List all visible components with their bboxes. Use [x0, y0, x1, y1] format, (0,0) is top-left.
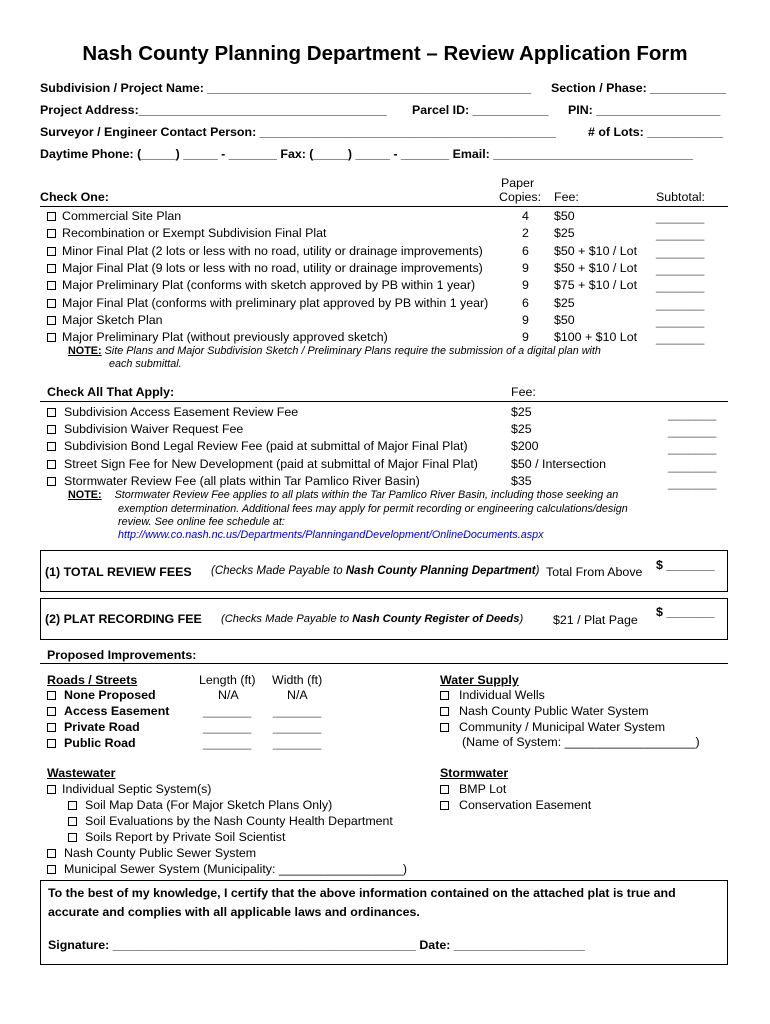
- option-label: Conservation Easement: [459, 798, 592, 812]
- water-option[interactable]: [440, 720, 665, 734]
- checkbox[interactable]: [440, 723, 449, 732]
- subtotal-field[interactable]: _______: [656, 296, 705, 311]
- fee-amount: $25: [511, 422, 532, 437]
- paper-copies: 9: [522, 312, 529, 327]
- stormwater-option[interactable]: [440, 782, 506, 796]
- section-divider: [40, 663, 728, 664]
- checkbox[interactable]: [47, 333, 56, 342]
- roads-streets-label: Roads / Streets: [47, 673, 138, 687]
- septic-sub-option[interactable]: [68, 830, 285, 844]
- contact-person-field[interactable]: Surveyor / Engineer Contact Person: ___________________________________________: [40, 125, 556, 139]
- plat-payable-note: (Checks Made Payable to Nash County Register of Deeds): [221, 613, 524, 625]
- checkbox[interactable]: [47, 785, 56, 794]
- fee-amount: $200: [511, 439, 539, 454]
- width-field[interactable]: _______: [273, 720, 322, 734]
- checkbox[interactable]: [47, 707, 56, 716]
- subtotal-field[interactable]: _______: [668, 407, 717, 421]
- option-label: Soil Map Data (For Major Sketch Plans Only): [85, 798, 333, 812]
- checkbox[interactable]: [68, 801, 77, 810]
- water-supply-label: Water Supply: [440, 673, 519, 687]
- option-label: Subdivision Bond Legal Review Fee (paid at submittal of Major Final Plat): [64, 439, 468, 454]
- option-label: Access Easement: [64, 704, 170, 718]
- plat-page-fee: $21 / Plat Page: [553, 613, 638, 627]
- subtotal-field[interactable]: _______: [668, 441, 717, 456]
- section-divider: [40, 206, 728, 207]
- review-type-option[interactable]: [47, 244, 483, 258]
- checkbox[interactable]: [440, 707, 449, 716]
- option-label: Subdivision Waiver Request Fee: [64, 422, 244, 437]
- paper-copies-label: Paper Copies:: [499, 176, 542, 204]
- paper-copies: 2: [522, 226, 529, 241]
- fee-schedule-link[interactable]: http://www.co.nash.nc.us/Departments/PlanningandDevelopment/OnlineDocuments.aspx: [118, 529, 544, 541]
- checkbox[interactable]: [68, 833, 77, 842]
- paper-copies: 6: [522, 243, 529, 258]
- phone-fax-email-field[interactable]: Daytime Phone: (_____) _____ - _______ Fax: (_____) _____ - _______ Email: _____________________________: [40, 147, 694, 161]
- fee-amount: $25: [554, 295, 575, 310]
- subtotal-field[interactable]: _______: [656, 261, 705, 276]
- page-title: Nash County Planning Department – Review Application Form: [82, 42, 688, 65]
- subtotal-field[interactable]: _______: [656, 331, 705, 346]
- septic-sub-option[interactable]: [68, 798, 332, 812]
- septic-sub-option[interactable]: [68, 814, 393, 828]
- water-system-name-field[interactable]: (Name of System: ___________________): [462, 735, 700, 749]
- plat-recording-fee-label: (2) PLAT RECORDING FEE: [45, 612, 202, 626]
- paper-copies: 9: [522, 260, 529, 275]
- road-option[interactable]: [47, 704, 169, 718]
- option-label: Individual Wells: [459, 688, 545, 702]
- note-stormwater: NOTE: Stormwater Review Fee applies to all plats within the Tar Pamlico River Basin, including those seeking an: [68, 489, 619, 501]
- proposed-improvements-label: Proposed Improvements:: [47, 648, 197, 662]
- length-field[interactable]: _______: [203, 704, 252, 718]
- option-label: BMP Lot: [459, 782, 507, 796]
- checkbox[interactable]: [47, 247, 56, 256]
- road-option[interactable]: [47, 720, 140, 734]
- option-label: Major Preliminary Plat (conforms with sketch approved by PB within 1 year): [62, 278, 476, 293]
- option-label: Private Road: [64, 720, 140, 734]
- note-digital-plan: NOTE: Site Plans and Major Subdivision Sketch / Preliminary Plans require the submission of a digital plan with: [68, 345, 601, 357]
- checkbox[interactable]: [47, 299, 56, 308]
- water-option[interactable]: [440, 704, 649, 718]
- parcel-id-field[interactable]: Parcel ID: ___________: [412, 103, 549, 117]
- checkbox[interactable]: [47, 425, 56, 434]
- total-payable-note: (Checks Made Payable to Nash County Planning Department): [211, 565, 540, 577]
- option-label: Street Sign Fee for New Development (paid at submittal of Major Final Plat): [64, 456, 478, 471]
- fee-header: Fee:: [554, 190, 579, 204]
- pin-field[interactable]: PIN: __________________: [568, 103, 721, 117]
- sewer-option[interactable]: [47, 862, 407, 876]
- total-dollar-field[interactable]: $ _______: [656, 558, 715, 572]
- option-label: Municipal Sewer System (Municipality: __________________): [64, 862, 408, 876]
- subtotal-header: Subtotal:: [656, 190, 705, 204]
- width-header: Width (ft): [272, 673, 323, 687]
- checkbox[interactable]: [47, 849, 56, 858]
- checkbox[interactable]: [47, 442, 56, 451]
- road-option[interactable]: [47, 688, 156, 702]
- length-header: Length (ft): [199, 673, 256, 687]
- fee-amount: $100 + $10 Lot: [554, 330, 638, 345]
- option-label: Major Final Plat (conforms with preliminary plat approved by PB within 1 year): [62, 295, 489, 310]
- fee-amount: $25: [554, 226, 575, 241]
- subtotal-field[interactable]: _______: [668, 475, 717, 490]
- stormwater-option[interactable]: [440, 798, 591, 812]
- option-label: Soils Report by Private Soil Scientist: [85, 830, 286, 844]
- checkbox[interactable]: [47, 281, 56, 290]
- width-field[interactable]: _______: [273, 704, 322, 718]
- option-label: Stormwater Review Fee (all plats within Tar Pamlico River Basin): [64, 473, 420, 488]
- checkbox[interactable]: [440, 801, 449, 810]
- section-divider: [40, 401, 728, 402]
- fee-amount: $50 + $10 / Lot: [554, 260, 638, 275]
- additional-fee-option[interactable]: [47, 457, 478, 471]
- water-option[interactable]: [440, 688, 545, 702]
- option-label: Recombination or Exempt Subdivision Final Plat: [62, 226, 327, 241]
- certification-text-2: accurate and complies with all applicable laws and ordinances.: [48, 905, 420, 919]
- additional-fee-option[interactable]: [47, 474, 420, 488]
- check-one-label: Check One:: [40, 190, 109, 204]
- checkbox[interactable]: [47, 316, 56, 325]
- note-digital-plan-cont: each submittal.: [109, 358, 182, 370]
- subtotal-field[interactable]: _______: [656, 244, 705, 259]
- road-option[interactable]: [47, 736, 136, 750]
- option-label: Nash County Public Water System: [459, 704, 649, 718]
- checkbox[interactable]: [440, 785, 449, 794]
- option-label: Nash County Public Sewer System: [64, 846, 257, 860]
- review-type-option[interactable]: [47, 226, 326, 240]
- option-label: Major Final Plat (9 lots or less with no road, utility or drainage improvements): [62, 260, 483, 275]
- option-label: Minor Final Plat (2 lots or less with no road, utility or drainage improvements): [62, 243, 483, 258]
- subtotal-field[interactable]: _______: [668, 458, 717, 473]
- subtotal-field[interactable]: _______: [656, 279, 705, 294]
- additional-fee-option[interactable]: [47, 405, 298, 419]
- project-name-field[interactable]: Subdivision / Project Name: _______________________________________________: [40, 81, 532, 95]
- review-type-option[interactable]: [47, 330, 388, 344]
- checkbox[interactable]: [440, 691, 449, 700]
- checkbox[interactable]: [47, 739, 56, 748]
- option-label: Major Sketch Plan: [62, 312, 163, 327]
- length-field: N/A: [218, 688, 239, 702]
- certification-text-1: To the best of my knowledge, I certify that the above information contained on the attached plat is true and: [48, 886, 676, 900]
- check-all-fee-header: Fee:: [511, 385, 536, 399]
- option-label: Subdivision Access Easement Review Fee: [64, 405, 299, 419]
- paper-copies: 9: [522, 278, 529, 293]
- fee-amount: $50: [554, 312, 575, 327]
- option-label: Community / Municipal Water System: [459, 720, 666, 734]
- septic-option[interactable]: Individual Septic System(s): [47, 782, 211, 796]
- paper-copies: 6: [522, 295, 529, 310]
- checkbox[interactable]: [47, 865, 56, 874]
- lots-field[interactable]: # of Lots: ___________: [588, 125, 723, 139]
- paper-copies: 9: [522, 330, 529, 345]
- sewer-option[interactable]: [47, 846, 256, 860]
- length-field[interactable]: _______: [203, 736, 252, 750]
- review-type-option[interactable]: [47, 313, 163, 327]
- checkbox[interactable]: [47, 723, 56, 732]
- subtotal-field[interactable]: _______: [656, 210, 705, 224]
- stormwater-label: Stormwater: [440, 766, 509, 780]
- option-label: Public Road: [64, 736, 136, 750]
- checkbox[interactable]: [47, 408, 56, 417]
- fee-amount: $50: [554, 209, 575, 223]
- option-label: None Proposed: [64, 688, 156, 702]
- fee-amount: $50 + $10 / Lot: [554, 243, 638, 258]
- signature-date-field[interactable]: Signature: ____________________________________________ Date: ___________________: [48, 938, 585, 952]
- section-phase-field[interactable]: Section / Phase: ___________: [551, 81, 726, 95]
- total-from-above: Total From Above: [546, 565, 643, 579]
- note-stormwater-cont2: review. See online fee schedule at:: [118, 516, 285, 528]
- checkbox[interactable]: [47, 691, 56, 700]
- paper-copies: 4: [522, 209, 529, 223]
- review-type-option[interactable]: [47, 209, 181, 223]
- checkbox[interactable]: [47, 212, 56, 221]
- subtotal-field[interactable]: _______: [656, 227, 705, 242]
- option-label: Soil Evaluations by the Nash County Health Department: [85, 814, 393, 828]
- checkbox[interactable]: [47, 229, 56, 238]
- note-stormwater-cont: exemption determination. Additional fees may apply for permit recording or engineering calculations/design: [118, 503, 628, 515]
- review-type-option[interactable]: [47, 278, 475, 292]
- project-address-field[interactable]: Project Address:____________________________________: [40, 103, 387, 117]
- option-label: Major Preliminary Plat (without previously approved sketch): [62, 330, 388, 345]
- subtotal-field[interactable]: _______: [656, 313, 705, 328]
- width-field[interactable]: _______: [273, 736, 322, 750]
- checkbox[interactable]: [47, 264, 56, 273]
- additional-fee-option[interactable]: [47, 439, 468, 453]
- fee-amount: $75 + $10 / Lot: [554, 278, 638, 293]
- checkbox[interactable]: [47, 477, 56, 486]
- fee-amount: $35: [511, 473, 532, 488]
- length-field[interactable]: _______: [203, 720, 252, 734]
- subtotal-field[interactable]: _______: [668, 424, 717, 439]
- wastewater-label: Wastewater: [47, 766, 116, 780]
- fee-amount: $50 / Intersection: [511, 456, 607, 471]
- checkbox[interactable]: [68, 817, 77, 826]
- review-type-option[interactable]: [47, 296, 488, 310]
- width-field: N/A: [287, 688, 308, 702]
- review-type-option[interactable]: [47, 261, 483, 275]
- option-label: Commercial Site Plan: [62, 209, 182, 223]
- check-all-label: Check All That Apply:: [47, 385, 175, 399]
- fee-amount: $25: [511, 405, 532, 419]
- checkbox[interactable]: [47, 460, 56, 469]
- plat-dollar-field[interactable]: $ _______: [656, 605, 715, 619]
- total-review-fees-label: (1) TOTAL REVIEW FEES: [45, 565, 192, 579]
- additional-fee-option[interactable]: [47, 422, 243, 436]
